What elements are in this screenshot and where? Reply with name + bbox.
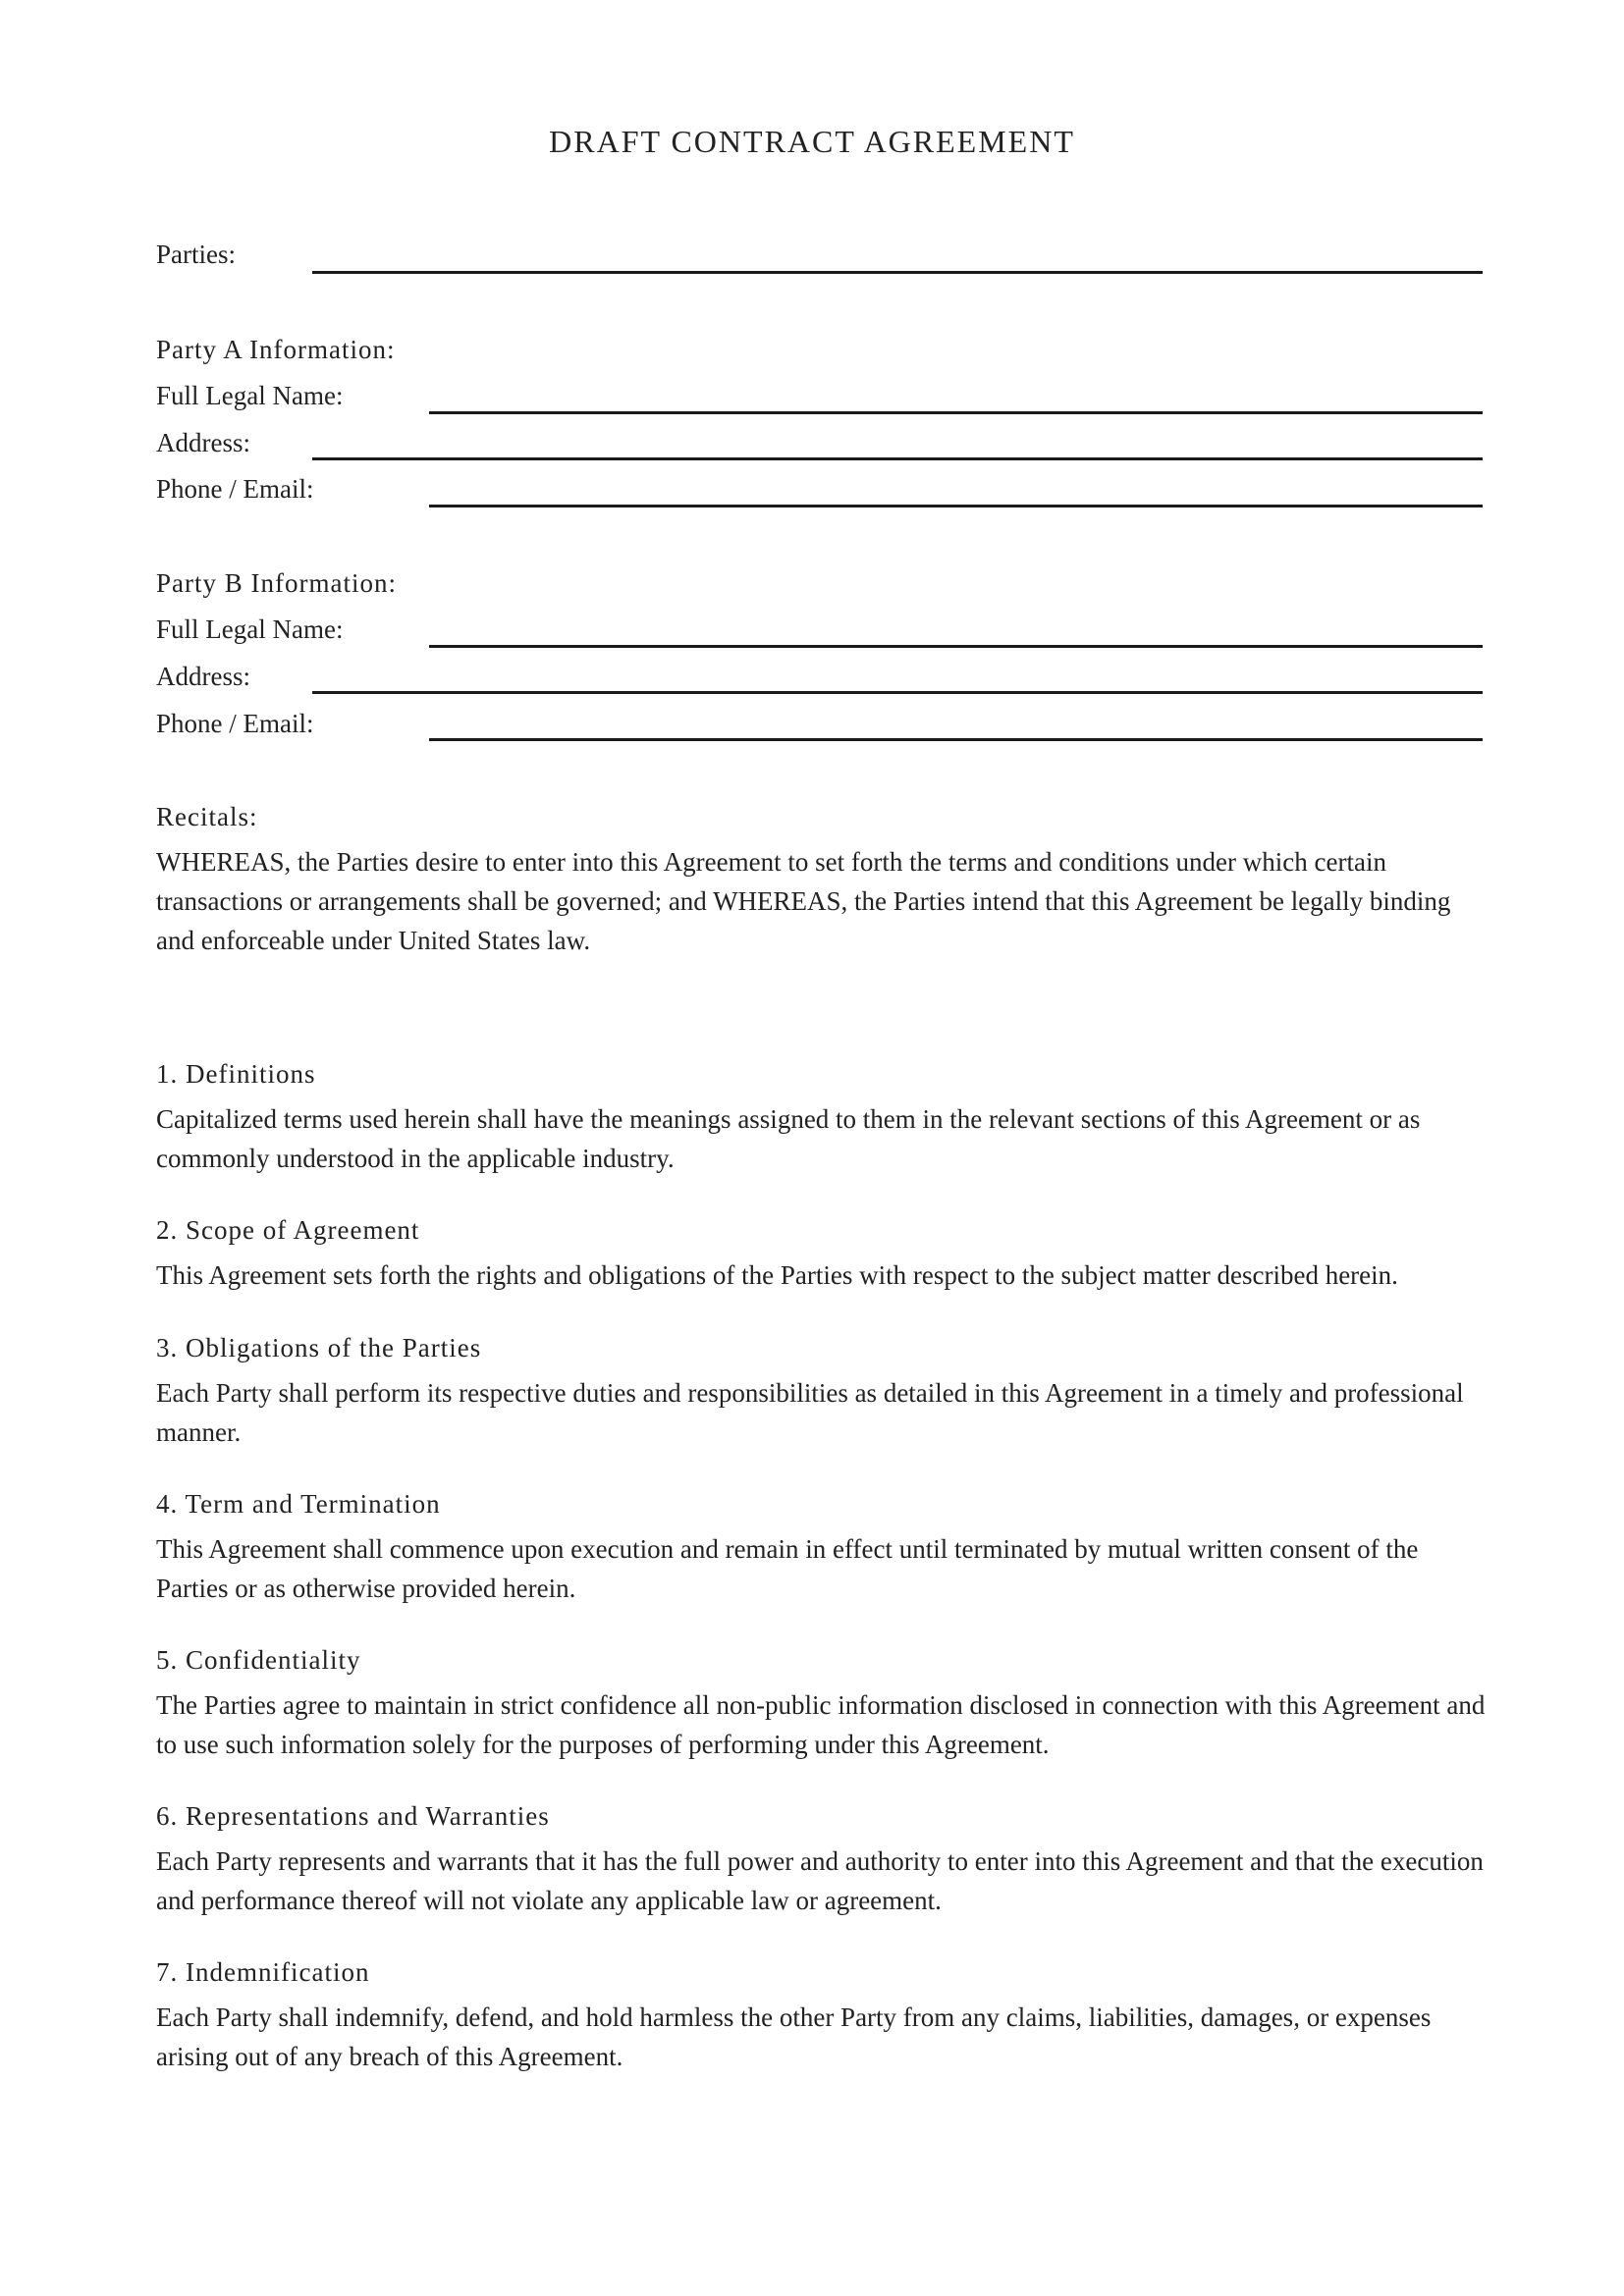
recitals-heading: Recitals:: [156, 802, 258, 831]
section-heading: 3. Obligations of the Parties: [156, 1333, 482, 1362]
party-b-address-blank-line[interactable]: [312, 691, 1483, 694]
parties-blank-line[interactable]: [312, 271, 1483, 274]
parties-label: Parties:: [156, 240, 236, 269]
party-a-name-label: Full Legal Name:: [156, 381, 344, 410]
party-a-address-blank-line[interactable]: [312, 457, 1483, 460]
party-b-contact-blank-line[interactable]: [429, 738, 1483, 741]
section-text: Each Party shall indemnify, defend, and hold harmless the other Party from any claims, liabilities, damages, or expenses arising out of any breach of this Agreement.: [156, 2002, 1432, 2071]
party-a-address-label: Address:: [156, 428, 250, 457]
section-heading: 4. Term and Termination: [156, 1489, 441, 1519]
section-text: This Agreement sets forth the rights and obligations of the Parties with respect to the subject matter described herein.: [156, 1260, 1398, 1290]
section-heading: 2. Scope of Agreement: [156, 1215, 420, 1245]
party-a-heading: Party A Information:: [156, 335, 396, 364]
party-b-heading: Party B Information:: [156, 568, 397, 598]
section-heading: 5. Confidentiality: [156, 1645, 361, 1675]
section-text: Each Party shall perform its respective duties and responsibilities as detailed in this Agreement in a timely and professional manner.: [156, 1378, 1464, 1447]
party-b-address-label: Address:: [156, 662, 250, 691]
party-b-name-blank-line[interactable]: [429, 645, 1483, 648]
section-heading: 1. Definitions: [156, 1059, 316, 1089]
party-b-name-label: Full Legal Name:: [156, 614, 344, 644]
party-a-contact-blank-line[interactable]: [429, 505, 1483, 507]
section-text: Each Party represents and warrants that it has the full power and authority to enter into this Agreement and that the execution and performance thereof will not violate any applicable law or agreement.: [156, 1846, 1484, 1915]
section-text: The Parties agree to maintain in strict confidence all non-public information disclosed in connection with this Agreement and to use such information solely for the purposes of performing under this Agreement.: [156, 1690, 1486, 1759]
section-text: This Agreement shall commence upon execution and remain in effect until terminated by mutual written consent of the Parties or as otherwise provided herein.: [156, 1534, 1419, 1603]
section-heading: 7. Indemnification: [156, 1957, 370, 1987]
section-heading: 6. Representations and Warranties: [156, 1801, 550, 1831]
document-title: DRAFT CONTRACT AGREEMENT: [549, 124, 1075, 159]
party-b-contact-label: Phone / Email:: [156, 709, 314, 738]
section-text: Capitalized terms used herein shall have the meanings assigned to them in the relevant sections of this Agreement or as commonly understood in the applicable industry.: [156, 1104, 1421, 1173]
recitals-text: WHEREAS, the Parties desire to enter into this Agreement to set forth the terms and conditions under which certain transactions or arrangements shall be governed; and WHEREAS, the Parties intend that this Agreement be legally binding and enforceable under United States law.: [156, 847, 1451, 955]
party-a-contact-label: Phone / Email:: [156, 474, 314, 504]
party-a-name-blank-line[interactable]: [429, 411, 1483, 414]
